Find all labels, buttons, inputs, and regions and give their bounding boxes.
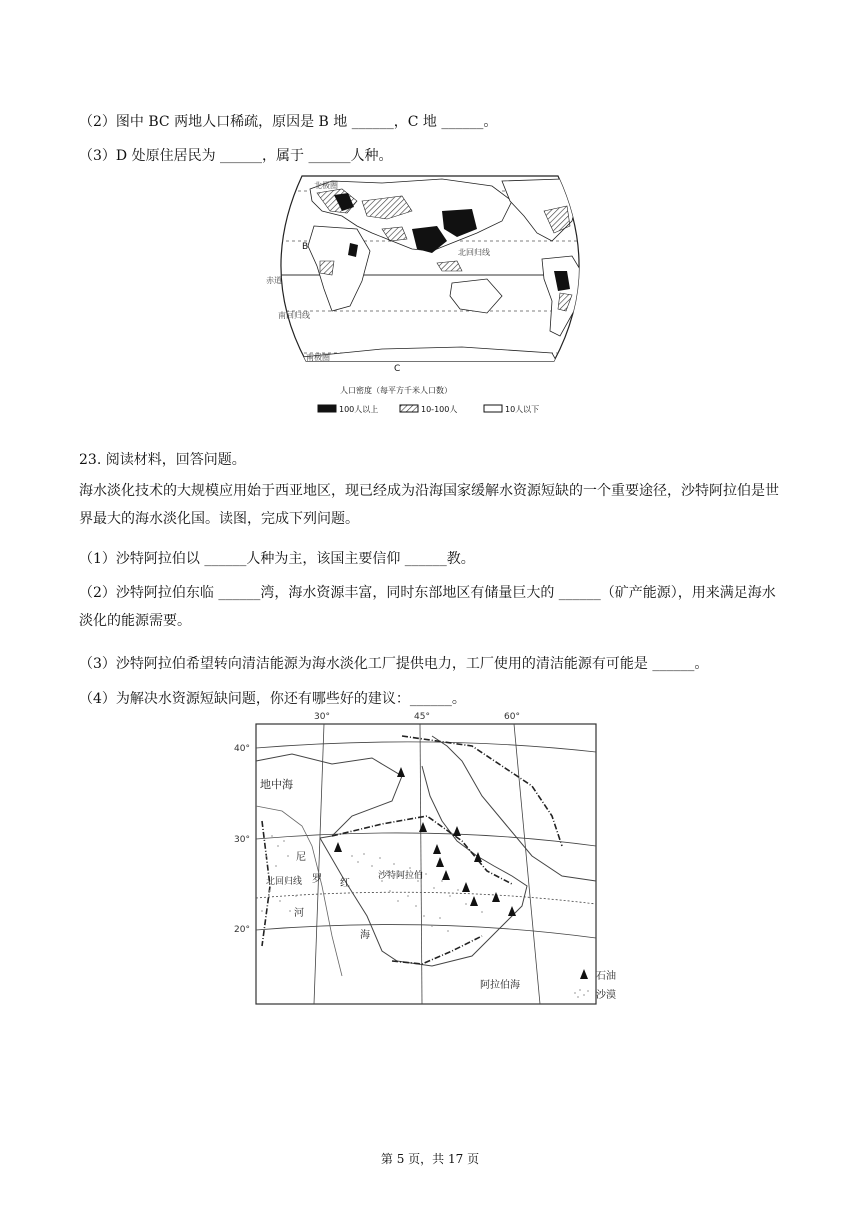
legend-dense-swatch [318, 405, 336, 412]
legend-desert-label: 沙漠 [596, 990, 616, 1001]
lat-30: 30° [234, 835, 250, 845]
q23-sub1: （1）沙特阿拉伯以 ______人种为主，该国主要信仰 ______教。 [79, 551, 475, 567]
label-tropic-of-capricorn: 南回归线 [278, 311, 310, 320]
label-c: C [394, 364, 401, 374]
q23-sub3: （3）沙特阿拉伯希望转向清洁能源为海水淡化工厂提供电力，工厂使用的清洁能源有可能是 ______。 [79, 656, 709, 672]
q22-sub3: （3）D 处原住居民为 ______，属于 ______人种。 [79, 148, 393, 164]
q22-sub2: （2）图中 BC 两地人口稀疏，原因是 B 地 ______，C 地 ______。 [79, 114, 498, 130]
label-nile-1: 尼 [296, 852, 306, 863]
legend-oil-label: 石油 [596, 971, 616, 982]
q23-material: 海水淡化技术的大规模应用始于西亚地区，现已经成为沿海国家缓解水资源短缺的一个重要途径，沙特阿拉伯是世界最大的海水淡化国。读图，完成下列问题。 [79, 483, 779, 527]
label-nile-3: 河 [294, 908, 304, 919]
legend-medium-swatch [400, 405, 418, 412]
population-density-map [262, 171, 598, 423]
label-equator: 赤道 [266, 276, 282, 285]
label-arctic-circle: 北极圈 [314, 181, 338, 190]
label-nile-2: 罗 [312, 874, 322, 885]
lat-40: 40° [234, 744, 250, 754]
legend-sparse-label: 10人以下 [505, 405, 540, 414]
lon-45: 45° [414, 712, 430, 722]
label-tropic-cancer: 北回归线 [266, 877, 303, 887]
label-red-sea-2: 海 [360, 930, 370, 941]
label-arabian-sea: 阿拉伯海 [480, 980, 520, 991]
label-red-sea-1: 红 [340, 878, 350, 889]
label-mediterranean: 地中海 [260, 778, 293, 791]
lon-60: 60° [504, 712, 520, 722]
legend-sparse-swatch [484, 405, 502, 412]
saudi-arabia-map [232, 706, 652, 1006]
legend-dense-label: 100人以上 [339, 405, 379, 414]
legend-medium-label: 10-100人 [421, 405, 458, 414]
label-saudi-arabia: 沙特阿拉伯 [378, 871, 424, 881]
lon-30: 30° [314, 712, 330, 722]
label-b: B [302, 242, 309, 252]
label-antarctic-circle: 南极圈 [306, 353, 330, 362]
lat-20: 20° [234, 925, 250, 935]
q23-heading: 23. 阅读材料，回答问题。 [79, 452, 246, 468]
q23-sub2: （2）沙特阿拉伯东临 ______湾，海水资源丰富，同时东部地区有储量巨大的 ______（矿产能源），用来满足海水淡化的能源需要。 [79, 585, 776, 629]
q23-sub4: （4）为解决水资源短缺问题，你还有哪些好的建议：______。 [79, 691, 466, 707]
page-footer: 第 5 页，共 17 页 [380, 1152, 480, 1166]
legend-title: 人口密度（每平方千米人口数） [340, 386, 452, 395]
label-tropic-of-cancer: 北回归线 [458, 248, 490, 257]
